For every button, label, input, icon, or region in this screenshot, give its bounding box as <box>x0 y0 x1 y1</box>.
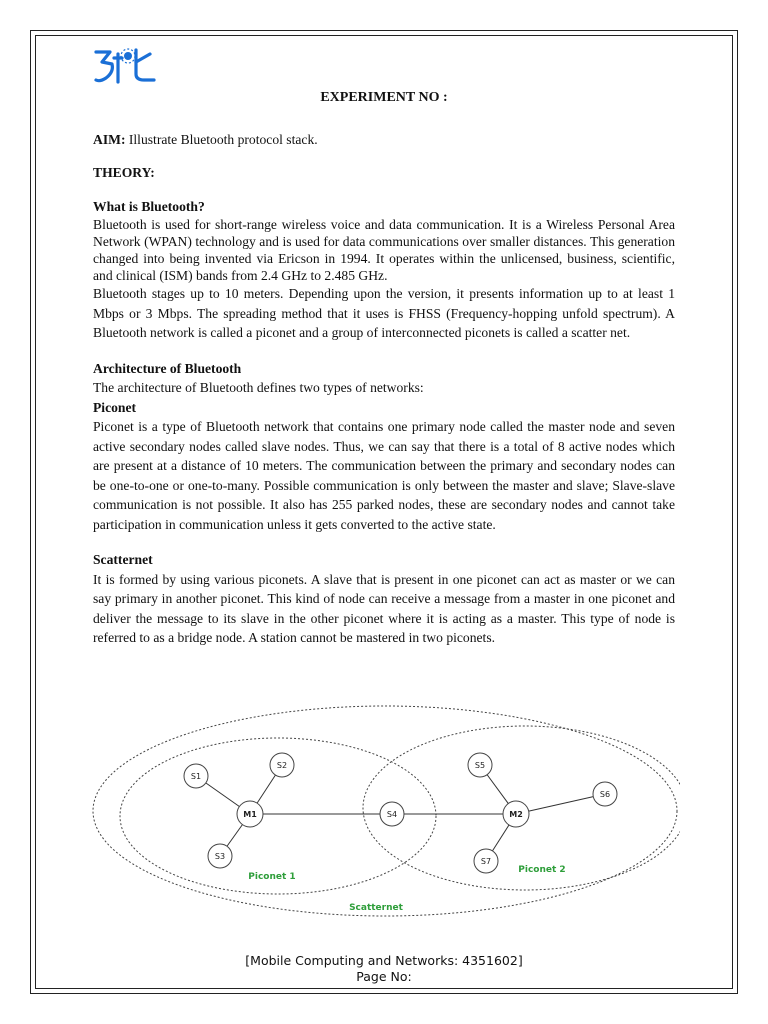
aim-text: Illustrate Bluetooth protocol stack. <box>128 131 318 147</box>
piconet-1-label: Piconet 1 <box>248 872 296 882</box>
architecture-intro: The architecture of Bluetooth defines two types of networks: <box>93 380 424 395</box>
node-s1-label: S1 <box>190 772 202 781</box>
theory-heading: THEORY: <box>93 165 155 180</box>
scatternet-label: Scatternet <box>349 903 403 913</box>
piconet-heading: Piconet <box>93 399 137 415</box>
institute-logo-icon <box>92 44 172 88</box>
architecture-heading: Architecture of Bluetooth <box>93 360 242 376</box>
node-m1-label: M1 <box>243 810 257 819</box>
footer-page-number: Page No: <box>356 969 412 984</box>
node-s3-label: S3 <box>214 852 226 861</box>
aim-label: AIM: <box>93 131 126 147</box>
node-s5-label: S5 <box>474 761 486 770</box>
piconet-paragraph: Piconet is a type of Bluetooth network that contains one primary node called the master node and seven active secondary nodes called slave nodes. Thus, we can say that there is a total of 8 active nodes which are present at a distance of 10 meters. The communication between the primary and secondary nodes can be one-to-one or one-to-many. Possible communication is only between the master and slave; Slave-slave communication is not possible. It also has 255 parked nodes, these are secondary nodes and cannot take participation in communication unless it gets converted to the active state. <box>93 419 675 532</box>
scatternet-diagram <box>90 700 680 920</box>
experiment-title: EXPERIMENT NO : <box>320 90 448 105</box>
node-s4-label: S4 <box>386 810 398 819</box>
aim-line <box>93 130 675 150</box>
what-is-paragraph-2: Bluetooth stages up to 10 meters. Depending upon the version, it presents information up to at least 1 Mbps or 3 Mbps. The spreading method that it uses is FHSS (Frequency-hopping unfold spectrum). A Bluetooth network is called a piconet and a group of interconnected piconets is called a scatter net. <box>93 286 675 340</box>
scatternet-paragraph: It is formed by using various piconets. A slave that is present in one piconet can act as master or we can say primary in another piconet. This kind of node can receive a message from a master in one piconet and deliver the message to its slave in the other piconet where it is acting as a master. This type of node is referred to as a bridge node. A station cannot be mastered in two piconets. <box>93 571 675 645</box>
scatternet-heading: Scatternet <box>93 552 153 567</box>
what-is-paragraph-1: Bluetooth is used for short-range wireless voice and data communication. It is a Wireless Personal Area Network (WPAN) technology and is used for data communications over smaller distances. This generation changed into being invented via Ericson in 1994. It operates within the unlicensed, business, scientific, and clinical (ISM) bands from 2.4 GHz to 2.485 GHz. <box>93 217 675 283</box>
piconet-2-label: Piconet 2 <box>518 865 566 875</box>
footer-course: [Mobile Computing and Networks: 4351602] <box>245 953 523 968</box>
node-s7-label: S7 <box>480 857 492 866</box>
node-s6-label: S6 <box>599 790 611 799</box>
node-m2-label: M2 <box>509 810 523 819</box>
node-s2-label: S2 <box>276 761 288 770</box>
what-is-heading: What is Bluetooth? <box>93 198 205 214</box>
document-body <box>93 88 675 648</box>
link-m2-s6 <box>516 794 605 814</box>
